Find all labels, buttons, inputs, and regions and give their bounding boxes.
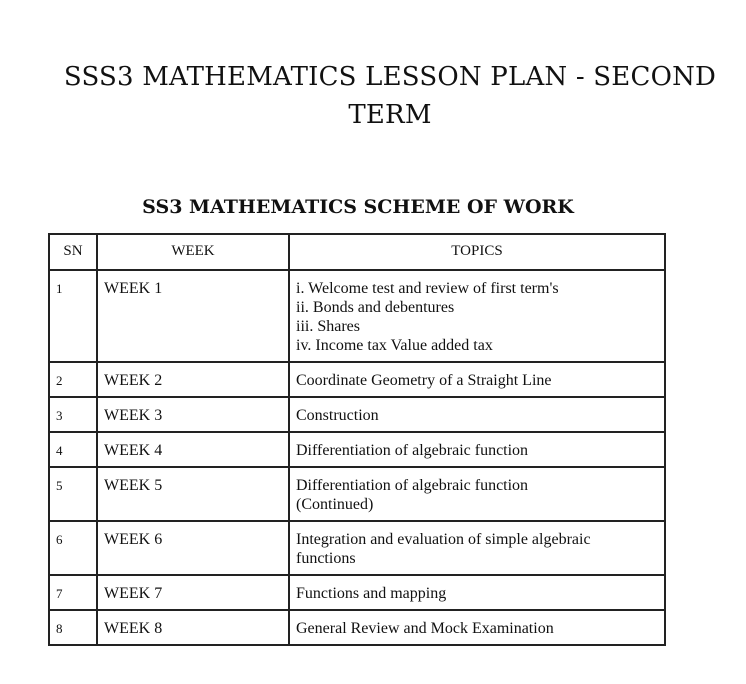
- topic-line: iv. Income tax Value added tax: [296, 337, 493, 354]
- row-sn: 1: [49, 270, 97, 362]
- row-sn: 4: [49, 432, 97, 467]
- topic-line: Differentiation of algebraic function: [296, 477, 529, 494]
- row-sn: 7: [49, 575, 97, 610]
- row-topics: [289, 270, 665, 362]
- row-week: WEEK 5: [97, 467, 289, 521]
- row-topics: [289, 362, 665, 397]
- header-sn: SN: [49, 234, 97, 270]
- document-title-line-2: TERM: [348, 100, 432, 130]
- table-row: [49, 467, 665, 521]
- row-sn: 6: [49, 521, 97, 575]
- row-week: WEEK 8: [97, 610, 289, 645]
- table-header-row: [49, 234, 665, 270]
- row-week: WEEK 3: [97, 397, 289, 432]
- topic-line: i. Welcome test and review of first term's: [296, 280, 559, 297]
- row-topics: [289, 432, 665, 467]
- row-week: WEEK 2: [97, 362, 289, 397]
- row-topics: [289, 575, 665, 610]
- row-topics: [289, 467, 665, 521]
- row-sn: 5: [49, 467, 97, 521]
- document-title: [60, 58, 720, 134]
- row-sn: 2: [49, 362, 97, 397]
- row-topics: [289, 397, 665, 432]
- table-row: [49, 432, 665, 467]
- table-body: [49, 270, 665, 645]
- topic-line: functions: [296, 550, 356, 567]
- scheme-of-work-table: [48, 233, 666, 646]
- table-row: [49, 270, 665, 362]
- topic-line: Functions and mapping: [296, 585, 447, 602]
- topic-line: Coordinate Geometry of a Straight Line: [296, 372, 552, 389]
- topic-line: (Continued): [296, 496, 374, 513]
- row-week: WEEK 1: [97, 270, 289, 362]
- topic-line: General Review and Mock Examination: [296, 620, 554, 637]
- topic-line: ii. Bonds and debentures: [296, 299, 455, 316]
- table-row: [49, 575, 665, 610]
- topic-line: iii. Shares: [296, 318, 360, 335]
- table-row: [49, 397, 665, 432]
- document-title-line-1: SSS3 MATHEMATICS LESSON PLAN - SECOND: [63, 62, 717, 92]
- table-caption: SS3 MATHEMATICS SCHEME OF WORK: [142, 196, 574, 218]
- row-sn: 8: [49, 610, 97, 645]
- table-row: [49, 521, 665, 575]
- row-week: WEEK 6: [97, 521, 289, 575]
- topic-line: Integration and evaluation of simple algebraic: [296, 531, 591, 548]
- row-sn: 3: [49, 397, 97, 432]
- table-row: [49, 362, 665, 397]
- row-week: WEEK 4: [97, 432, 289, 467]
- row-topics: [289, 610, 665, 645]
- topic-line: Differentiation of algebraic function: [296, 442, 529, 459]
- row-week: WEEK 7: [97, 575, 289, 610]
- header-week: WEEK: [97, 234, 289, 270]
- topic-line: Construction: [296, 407, 379, 424]
- header-topics: TOPICS: [289, 234, 665, 270]
- table-row: [49, 610, 665, 645]
- row-topics: [289, 521, 665, 575]
